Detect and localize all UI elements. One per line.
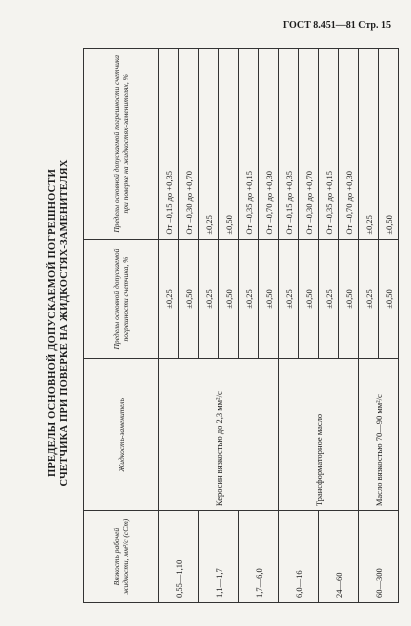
viscosity-cell: 1,7—6,0 xyxy=(239,511,279,603)
fluid-cell: Керосин вязкостью до 2,3 мм²/с xyxy=(159,359,279,511)
substitute-error-cell: От –0,35 до +0,15 xyxy=(239,49,259,240)
substitute-error-cell: От –0,30 до +0,70 xyxy=(299,49,319,240)
viscosity-cell: 0,55—1,10 xyxy=(159,511,199,603)
table-header-row xyxy=(84,49,159,603)
viscosity-cell: 6,0—16 xyxy=(279,511,319,603)
basic-error-cell: ±0,50 xyxy=(379,239,399,359)
basic-error-cell: ±0,50 xyxy=(259,239,279,359)
table-title xyxy=(47,43,71,603)
table-title-line-2: СЧЕТЧИКА ПРИ ПОВЕРКЕ НА ЖИДКОСТЯХ-ЗАМЕНИТЕЛЯХ xyxy=(59,159,70,487)
fluid-cell: Масло вязкостью 70—90 мм²/с xyxy=(359,359,399,511)
basic-error-cell: ±0,50 xyxy=(219,239,239,359)
substitute-error-cell: ±0,50 xyxy=(219,49,239,240)
substitute-error-cell: ±0,25 xyxy=(359,49,379,240)
substitute-error-cell: От –0,15 до +0,35 xyxy=(159,49,179,240)
substitute-error-cell: ±0,25 xyxy=(199,49,219,240)
viscosity-cell: 1,1—1,7 xyxy=(199,511,239,603)
basic-error-cell: ±0,50 xyxy=(339,239,359,359)
viscosity-cell: 24—60 xyxy=(319,511,359,603)
substitute-error-cell: От –0,30 до +0,70 xyxy=(179,49,199,240)
substitute-error-cell: ±0,50 xyxy=(379,49,399,240)
table-row xyxy=(199,49,219,603)
substitute-error-cell: От –0,70 до +0,30 xyxy=(259,49,279,240)
basic-error-cell: ±0,25 xyxy=(199,239,219,359)
page-header: ГОСТ 8.451—81 Стр. 15 xyxy=(282,20,391,31)
table-row xyxy=(359,49,379,603)
table-row xyxy=(239,49,259,603)
table-wrapper xyxy=(83,48,399,603)
rotated-content xyxy=(47,43,394,603)
basic-error-cell: ±0,50 xyxy=(299,239,319,359)
header-substitute-fluid: Жидкость-заменитель xyxy=(84,359,159,511)
header-substitute-error: Пределы основной допускаемой погрешности счетчика при поверке на жидкостях-заменителях, % xyxy=(84,49,159,240)
basic-error-cell: ±0,50 xyxy=(179,239,199,359)
table-row xyxy=(279,49,299,603)
basic-error-cell: ±0,25 xyxy=(159,239,179,359)
basic-error-cell: ±0,25 xyxy=(279,239,299,359)
substitute-error-cell: От –0,35 до +0,15 xyxy=(319,49,339,240)
header-viscosity: Вязкость рабочей жидкости, мм²/с (сСт) xyxy=(84,511,159,603)
basic-error-cell: ±0,25 xyxy=(239,239,259,359)
viscosity-cell: 60—300 xyxy=(359,511,399,603)
substitute-error-cell: От –0,15 до +0,35 xyxy=(279,49,299,240)
substitute-error-cell: От –0,70 до +0,30 xyxy=(339,49,359,240)
table-row xyxy=(159,49,179,603)
header-basic-error: Пределы основной допускаемой погрешности счетчика, % xyxy=(84,239,159,359)
fluid-cell: Трансформаторное масло xyxy=(279,359,359,511)
error-limits-table xyxy=(83,48,399,603)
basic-error-cell: ±0,25 xyxy=(319,239,339,359)
table-title-line-1: ПРЕДЕЛЫ ОСНОВНОЙ ДОПУСКАЕМОЙ ПОГРЕШНОСТИ xyxy=(47,169,58,477)
basic-error-cell: ±0,25 xyxy=(359,239,379,359)
table-row xyxy=(319,49,339,603)
table-body xyxy=(159,49,399,603)
